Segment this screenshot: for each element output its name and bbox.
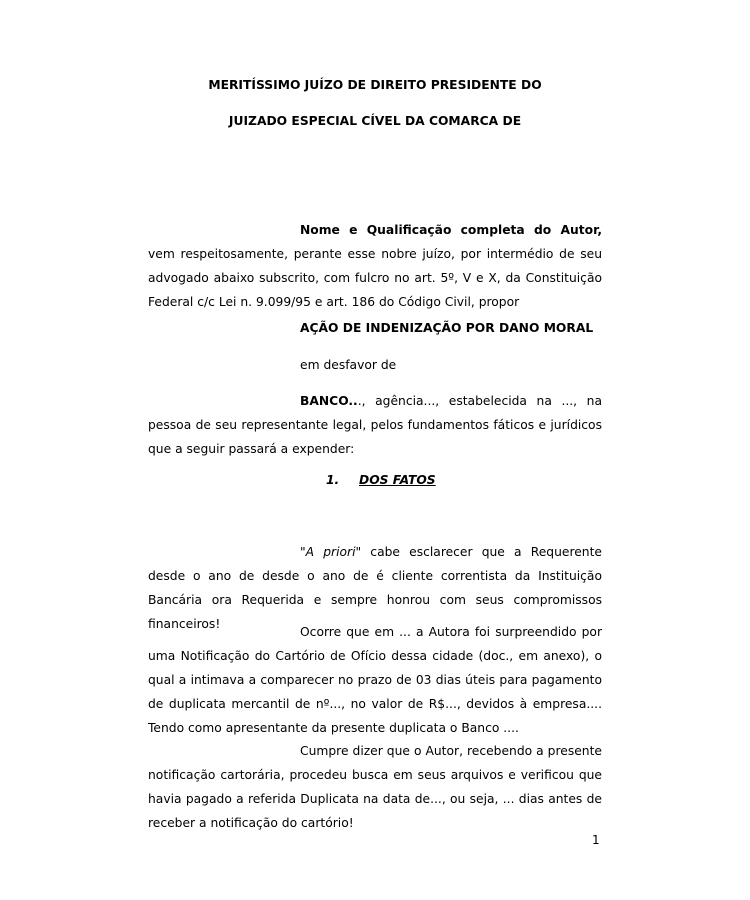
defendant-name: BANCO.. [300,394,358,408]
facts-paragraph-1-text: cabe esclarecer que a Requerente desde o ano de desde o ano de é cliente correntista da Instituição Bancária ora Requerida e sempre honrou com seus compromissos financeiros! [148,545,602,631]
author-qualification: Nome e Qualificação completa do Autor, [300,223,602,237]
defendant-text: ., agência..., estabelecida na ..., na pessoa de seu representante legal, pelos fundamentos fáticos e jurídicos que a seguir passará a expender: [148,394,602,456]
intro-text: vem respeitosamente, perante esse nobre juízo, por intermédio de seu advogado abaixo subscrito, com fulcro no art. 5º, V e X, da Constituição Federal c/c Lei n. 9.099/95 e art. 186 do Código Civil, propor [148,247,602,309]
section-title: DOS FATOS [359,473,436,487]
facts-paragraph-2: Ocorre que em ... a Autora foi surpreendido por uma Notificação do Cartório de Ofício dessa cidade (doc., em anexo), o qual a intimava a comparecer no prazo de 03 dias úteis para pagamento de duplicata mercantil de nº..., no valor de R$..., devidos à empresa.... Tendo como apresentante da presente duplicata o Banco .... [148,625,602,735]
defendant-paragraph [148,389,602,461]
action-title [148,316,602,340]
against-line: em desfavor de [300,358,397,372]
court-header-line-2: JUIZADO ESPECIAL CÍVEL DA COMARCA DE [228,114,522,128]
a-priori-phrase: "A priori" [300,545,362,559]
court-header-line-1: MERITÍSSIMO JUÍZO DE DIREITO PRESIDENTE DO [208,78,542,92]
intro-paragraph [148,218,602,314]
action-title-text: AÇÃO DE INDENIZAÇÃO POR DANO MORAL [300,321,594,335]
facts-paragraph-3: Cumpre dizer que o Autor, recebendo a presente notificação cartorária, procedeu busca em seus arquivos e verificou que havia pagado a referida Duplicata na data de..., ou seja, ... dias antes de receber a notificação do cartório! [148,744,602,830]
page-number: 1 [592,833,600,847]
section-number: 1. [326,473,340,487]
section-heading [326,472,436,488]
